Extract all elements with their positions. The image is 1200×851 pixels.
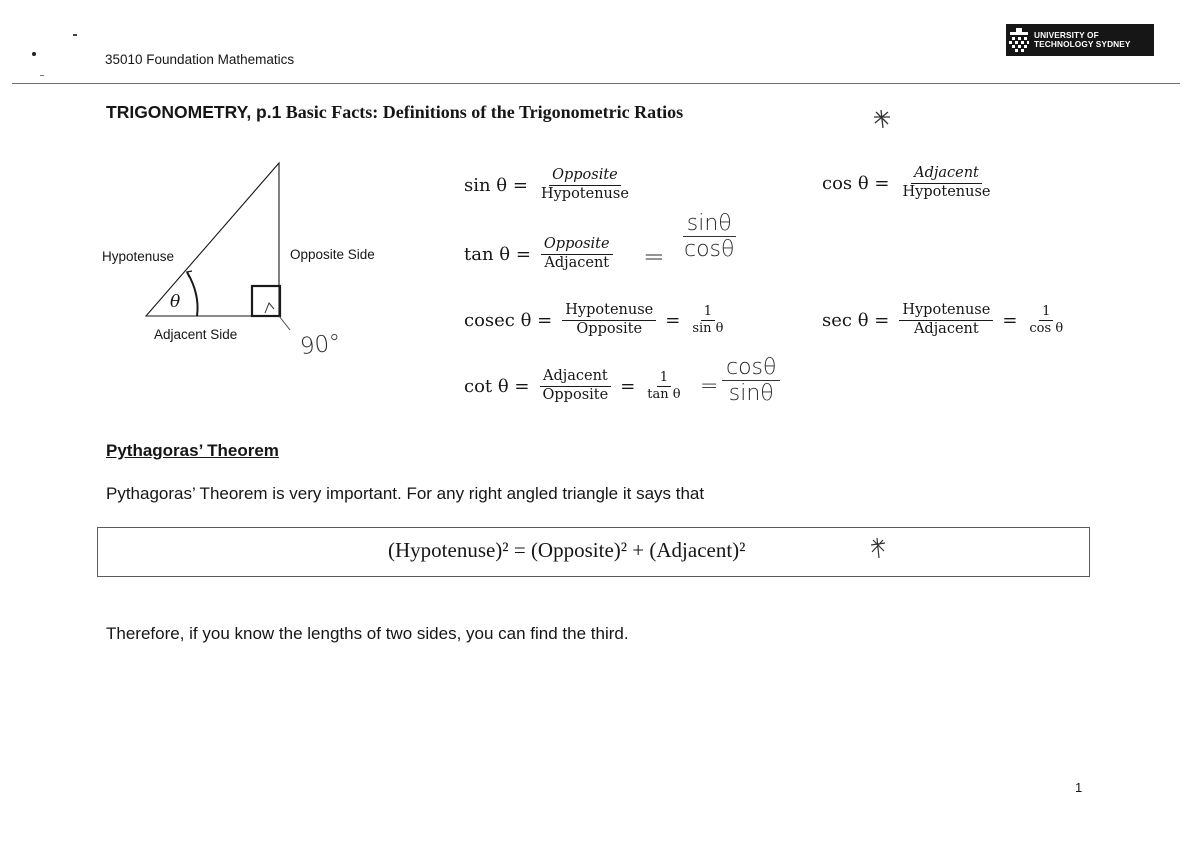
cot-reciprocal-numerator: 1 (657, 371, 671, 387)
page-number: 1 (1075, 780, 1083, 795)
university-logo (1006, 24, 1154, 56)
cosec-lhs: cosec θ = (464, 309, 553, 331)
cot-lhs: cot θ = (464, 375, 530, 397)
tan-fraction (541, 237, 613, 272)
cot-handwritten-denominator: sinθ (728, 381, 774, 406)
uts-logo-icon (1008, 27, 1030, 53)
cot-handwritten-numerator: cosθ (722, 356, 780, 381)
tan-denominator: Adjacent (544, 254, 610, 271)
cosec-numerator: Hypotenuse (562, 303, 656, 321)
cos-numerator: Adjacent (911, 166, 982, 184)
pythagoras-intro: Pythagoras’ Theorem is very important. For any right angled triangle it says that (106, 484, 705, 503)
sec-denominator: Adjacent (913, 320, 979, 337)
handwritten-asterisk-mark (870, 108, 894, 130)
sin-numerator: Opposite (549, 168, 621, 186)
margin-tick (40, 75, 44, 76)
handwritten-90-degrees: 90° (298, 329, 343, 361)
page-title (106, 102, 683, 123)
adjacent-side-label: Adjacent Side (154, 327, 238, 342)
sec-numerator: Hypotenuse (899, 303, 993, 321)
header-divider (12, 83, 1180, 84)
pythagoras-formula: (Hypotenuse)² = (Opposite)² + (Adjacent)² (388, 538, 746, 562)
sec-lhs: sec θ = (822, 309, 890, 331)
cos-fraction (900, 166, 994, 201)
cosec-formula (464, 303, 731, 338)
sin-fraction (538, 168, 632, 203)
hypotenuse-label: Hypotenuse (102, 249, 175, 264)
cot-handwritten-equals: = (700, 374, 719, 399)
cosec-denominator: Opposite (576, 320, 643, 337)
opposite-side-label: Opposite Side (290, 247, 375, 262)
cot-equals: = (620, 375, 636, 397)
cosec-reciprocal-numerator: 1 (701, 305, 715, 321)
tan-handwritten-fraction (680, 212, 738, 263)
logo-line-1: UNIVERSITY OF (1034, 29, 1099, 40)
cos-lhs: cos θ = (822, 172, 890, 194)
sec-formula (822, 303, 1070, 338)
tan-numerator: Opposite (541, 237, 613, 255)
logo-line-2: TECHNOLOGY SYDNEY (1034, 39, 1131, 49)
sec-reciprocal-numerator: 1 (1039, 305, 1053, 321)
tan-handwritten-denominator: cosθ (684, 237, 735, 262)
cosec-fraction (562, 303, 656, 338)
cot-reciprocal-denominator: tan θ (647, 386, 681, 402)
sec-reciprocal-denominator: cos θ (1029, 320, 1064, 336)
margin-dot (32, 52, 36, 56)
course-title: 35010 Foundation Mathematics (105, 52, 295, 67)
cot-fraction (540, 369, 612, 404)
page-title-rest: Basic Facts: Definitions of the Trigonometric Ratios (285, 102, 684, 122)
cot-reciprocal-fraction (644, 371, 683, 403)
cosec-equals: = (665, 309, 681, 331)
tan-lhs: tan θ = (464, 243, 531, 265)
tan-formula (464, 237, 617, 272)
page-title-bold: TRIGONOMETRY, p.1 (106, 102, 282, 122)
cos-denominator: Hypotenuse (902, 183, 991, 200)
sin-denominator: Hypotenuse (540, 185, 629, 202)
sin-formula (464, 168, 636, 203)
cot-numerator: Adjacent (540, 369, 611, 387)
handwritten-asterisk-mark (868, 536, 888, 560)
cos-formula (822, 166, 998, 201)
sin-lhs: sin θ = (464, 174, 528, 196)
angle-theta-label: θ (170, 292, 181, 312)
pythagoras-conclusion: Therefore, if you know the lengths of two sides, you can find the third. (106, 624, 629, 643)
pythagoras-heading: Pythagoras’ Theorem (106, 441, 279, 460)
margin-tick (73, 34, 77, 36)
logo-text (1034, 31, 1131, 50)
sec-fraction (899, 303, 993, 338)
sec-equals: = (1002, 309, 1018, 331)
sec-reciprocal-fraction (1026, 305, 1066, 337)
cot-denominator: Opposite (542, 386, 609, 403)
cot-formula (464, 369, 688, 404)
cosec-reciprocal-fraction (689, 305, 726, 337)
tan-handwritten-numerator: sinθ (683, 212, 736, 237)
cosec-reciprocal-denominator: sin θ (692, 320, 724, 336)
cot-handwritten-fraction (722, 356, 780, 407)
tan-handwritten-equals: = (643, 242, 665, 272)
